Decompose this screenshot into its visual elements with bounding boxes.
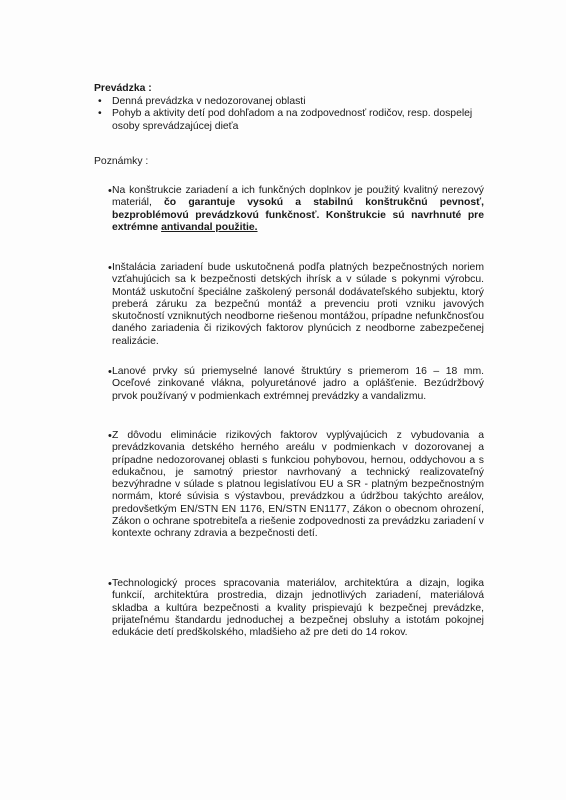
note-risk-elimination: Z dôvodu eliminácie rizikových faktorov vyplývajúcich z vybudovania a prevádzkovania detského herného areálu v podmienkach v dozorovanej a prípadne nedozorovanej oblasti s funkciou pohybovou, hernou, oddychovou a s edukačnou, je samotný priestor navrhovaný a technický realizovateľný bezvýhradne v súlade s platnou legislatívou EU a SR - platným bezpečnostným normám, ktoré súvisia s výstavbou, prevádzkou a údržbou takýchto areálov, predovšetkým EN/STN EN 1176, EN/STN EN1177, Zákon o obecnom ohrození, Zákon o ochrane spotrebiteľa a riešenie zodpovednosti za prevádzku zariadení v kontexte ochrany zdravia a bezpečnosti detí. <box>112 430 484 540</box>
bullet-icon: • <box>108 262 112 274</box>
note-technology: Technologický proces spracovania materiálov, architektúra a dizajn, logika funkcií, architektúra prostredia, dizajn jednotlivých zariadení, materiálová skladba a kultúra bezpečnosti a kvality prispievajú k bezpečnej prevádzke, prijateľnému štandardu jednoduchej a bezpečnej obsluhy a istotám pokojnej edukácie detí predškolského, mladšieho až pre deti do 14 rokov. <box>112 578 484 639</box>
list-item: • Denná prevádzka v nedozorovanej oblasti <box>94 96 494 108</box>
bullet-icon: • <box>108 578 112 590</box>
note-installation: Inštalácia zariadení bude uskutočnená podľa platných bezpečnostných noriem vzťahujúcich sa k bezpečnosti detských ihrísk a v súlade s pokynmi výrobcu. Montáž uskutoční špeciálne zaškolený personál dodávateľského subjektu, ktorý preberá záruku za bezpečnú montáž a prevenciu proti vzniku javových skutočností vzniknutých neodborne riešenou montážou, prípadne nefunkčnosťou daného zariadenia či rizikových faktorov plynúcich z neodborne zabezpečenej realizácie. <box>112 262 484 347</box>
bullet-icon: • <box>108 185 112 197</box>
operation-list <box>94 96 494 133</box>
bullet-icon: • <box>108 430 112 442</box>
list-item: • Pohyb a aktivity detí pod dohľadom a na zodpovednosť rodičov, resp. dospelej osoby sprevádzajúcej dieťa <box>94 108 494 133</box>
note-materials <box>112 185 484 234</box>
note-bold-text: čo garantuje vysokú a stabilnú konštrukčnú pevnosť, bezproblémovú prevádzkovú funkčnosť. Konštrukcie sú navrhnuté pre extrémne <box>112 197 485 233</box>
notes-heading: Poznámky : <box>94 156 149 167</box>
note-rope-elements: Lanové prvky sú priemyselné lanové štruktúry s priemerom 16 – 18 mm. Oceľové zinkované vlákna, polyuretánové jadro a oplášťenie. Bezúdržbový prvok používaný v podmienkach extrémnej prevádzky a vandalizmu. <box>112 366 484 402</box>
bullet-icon: • <box>108 366 112 378</box>
note-underlined-text: antivandal použitie. <box>161 221 258 233</box>
note-text: Na konštrukcie zariadení a ich funkčných doplnkov je použitý kvalitný nerezový materiál, <box>112 185 484 209</box>
operation-heading: Prevádzka : <box>94 83 152 94</box>
